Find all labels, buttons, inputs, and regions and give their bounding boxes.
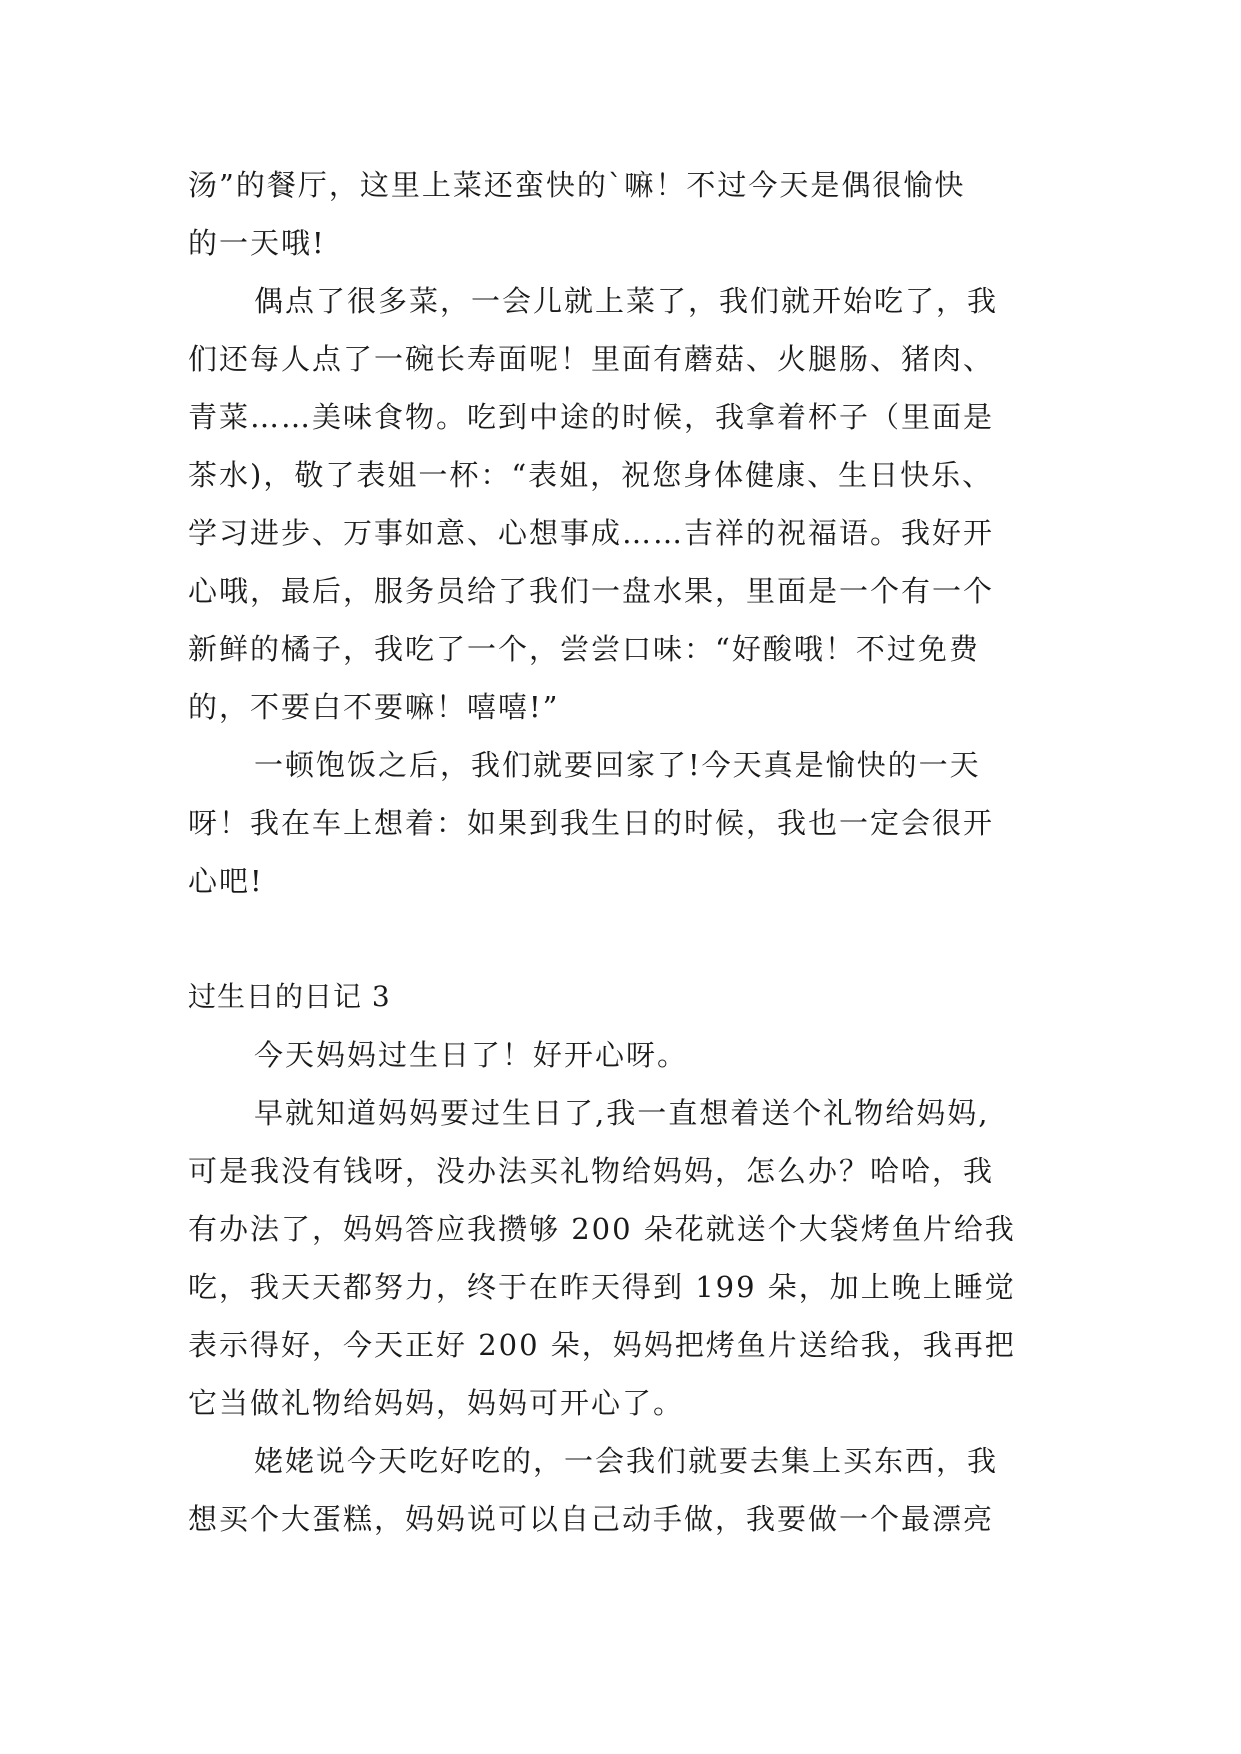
text-line: 早就知道妈妈要过生日了,我一直想着送个礼物给妈妈,	[254, 1096, 990, 1130]
text-line: 心吧!	[188, 864, 264, 898]
text-line: 们还每人点了一碗长寿面呢！里面有蘑菇、火腿肠、猪肉、	[188, 342, 995, 376]
text-line: 它当做礼物给妈妈，妈妈可开心了。	[188, 1386, 685, 1420]
text-line: 茶水)，敬了表姐一杯：“表姐，祝您身体健康、生日快乐、	[188, 458, 994, 492]
text-line: 今天妈妈过生日了！好开心呀。	[254, 1038, 689, 1072]
section-spacer	[188, 910, 1058, 968]
paragraph-continuation-2	[188, 272, 1058, 736]
text-line: 有办法了，妈妈答应我攒够 200 朵花就送个大袋烤鱼片给我	[188, 1212, 1016, 1246]
text-line: 呀！我在车上想着：如果到我生日的时候，我也一定会很开	[188, 806, 995, 840]
text-line: 汤”的餐厅，这里上菜还蛮快的`嘛！不过今天是偶很愉快	[188, 168, 966, 202]
text-line: 表示得好，今天正好 200 朵，妈妈把烤鱼片送给我，我再把	[188, 1328, 1016, 1362]
paragraph-continuation-3	[188, 736, 1058, 910]
text-line: 姥姥说今天吃好吃的，一会我们就要去集上买东西，我	[254, 1444, 999, 1478]
text-line: 吃，我天天都努力，终于在昨天得到 199 朵，加上晚上睡觉	[188, 1270, 1016, 1304]
section-title: 过生日的日记 3	[188, 980, 391, 1013]
text-line: 的，不要白不要嘛！嘻嘻!”	[188, 690, 560, 724]
text-line: 青菜……美味食物。吃到中途的时候，我拿着杯子（里面是	[188, 400, 995, 434]
text-line: 的一天哦!	[188, 226, 326, 260]
document-body	[188, 156, 1058, 1548]
text-line: 新鲜的橘子，我吃了一个，尝尝口味：“好酸哦！不过免费	[188, 632, 980, 666]
text-line: 想买个大蛋糕，妈妈说可以自己动手做，我要做一个最漂亮	[188, 1502, 995, 1536]
paragraph-section3-2	[188, 1084, 1058, 1432]
text-line: 学习进步、万事如意、心想事成……吉祥的祝福语。我好开	[188, 516, 995, 550]
text-line: 偶点了很多菜，一会儿就上菜了，我们就开始吃了，我	[254, 284, 999, 318]
paragraph-section3-1	[188, 1026, 1058, 1084]
text-line: 一顿饱饭之后，我们就要回家了!今天真是愉快的一天	[254, 748, 981, 782]
paragraph-section3-3	[188, 1432, 1058, 1548]
text-line: 心哦，最后，服务员给了我们一盘水果，里面是一个有一个	[188, 574, 995, 608]
paragraph-continuation-1	[188, 156, 1058, 272]
text-line: 可是我没有钱呀，没办法买礼物给妈妈，怎么办？哈哈，我	[188, 1154, 995, 1188]
